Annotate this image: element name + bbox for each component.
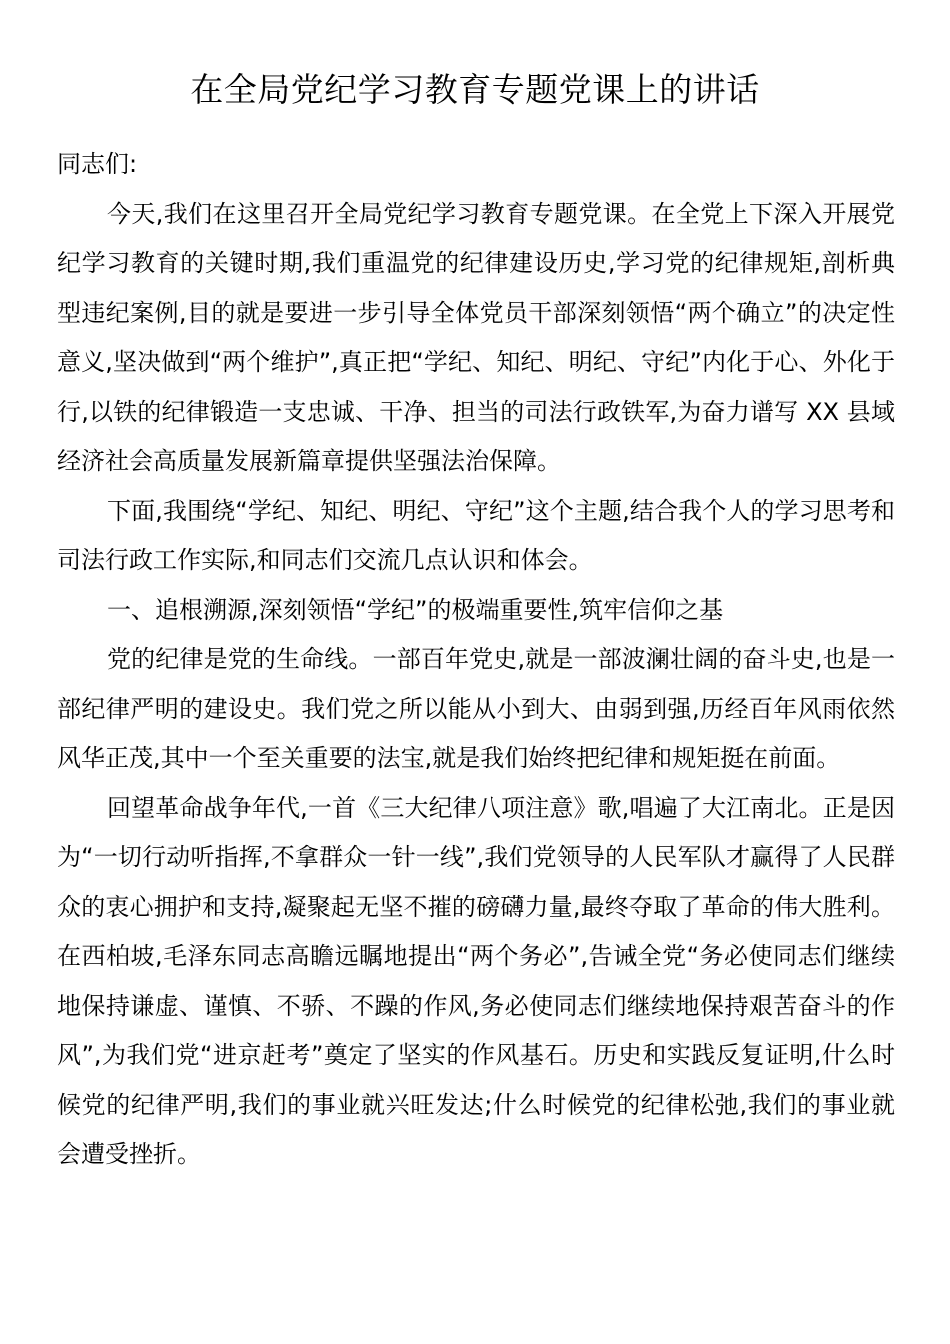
paragraph-history: 回望革命战争年代,一首《三大纪律八项注意》歌,唱遍了大江南北。正是因为“一切行动听指挥,不拿群众一针一线”,我们党领导的人民军队才赢得了人民群众的衷心拥护和支持,凝聚起无坚不摧的磅礴力量,最终夺取了革命的伟大胜利。在西柏坡,毛泽东同志高瞻远瞩地提出“两个务必”,告诫全党“务必使同志们继续地保持谦虚、谨慎、不骄、不躁的作风,务必使同志们继续地保持艰苦奋斗的作风”,为我们党“进京赶考”奠定了坚实的作风基石。历史和实践反复证明,什么时候党的纪律严明,我们的事业就兴旺发达;什么时候党的纪律松弛,我们的事业就会遭受挫折。 <box>57 793 895 1168</box>
paragraph-discipline-lifeline: 党的纪律是党的生命线。一部百年党史,就是一部波澜壮阔的奋斗史,也是一部纪律严明的建设史。我们党之所以能从小到大、由弱到强,历经百年风雨依然风华正茂,其中一个至关重要的法宝,就是我们始终把纪律和规矩挺在前面。 <box>57 645 895 772</box>
paragraph-intro: 今天,我们在这里召开全局党纪学习教育专题党课。在全党上下深入开展党纪学习教育的关键时期,我们重温党的纪律建设历史,学习党的纪律规矩,剖析典型违纪案例,目的就是要进一步引导全体党员干部深刻领悟“两个确立”的决定性意义,坚决做到“两个维护”,真正把“学纪、知纪、明纪、守纪”内化于心、外化于行,以铁的纪律锻造一支忠诚、干净、担当的司法行政铁军,为奋力谱写 XX 县域经济社会高质量发展新篇章提供坚强法治保障。 <box>57 199 895 475</box>
paragraph-outline: 下面,我围绕“学纪、知纪、明纪、守纪”这个主题,结合我个人的学习思考和司法行政工作实际,和同志们交流几点认识和体会。 <box>57 496 895 574</box>
document-title: 在全局党纪学习教育专题党课上的讲话 <box>190 70 760 109</box>
salutation: 同志们: <box>57 150 138 178</box>
section-heading-1: 一、追根溯源,深刻领悟“学纪”的极端重要性,筑牢信仰之基 <box>107 595 724 624</box>
document-body <box>57 140 895 1180</box>
